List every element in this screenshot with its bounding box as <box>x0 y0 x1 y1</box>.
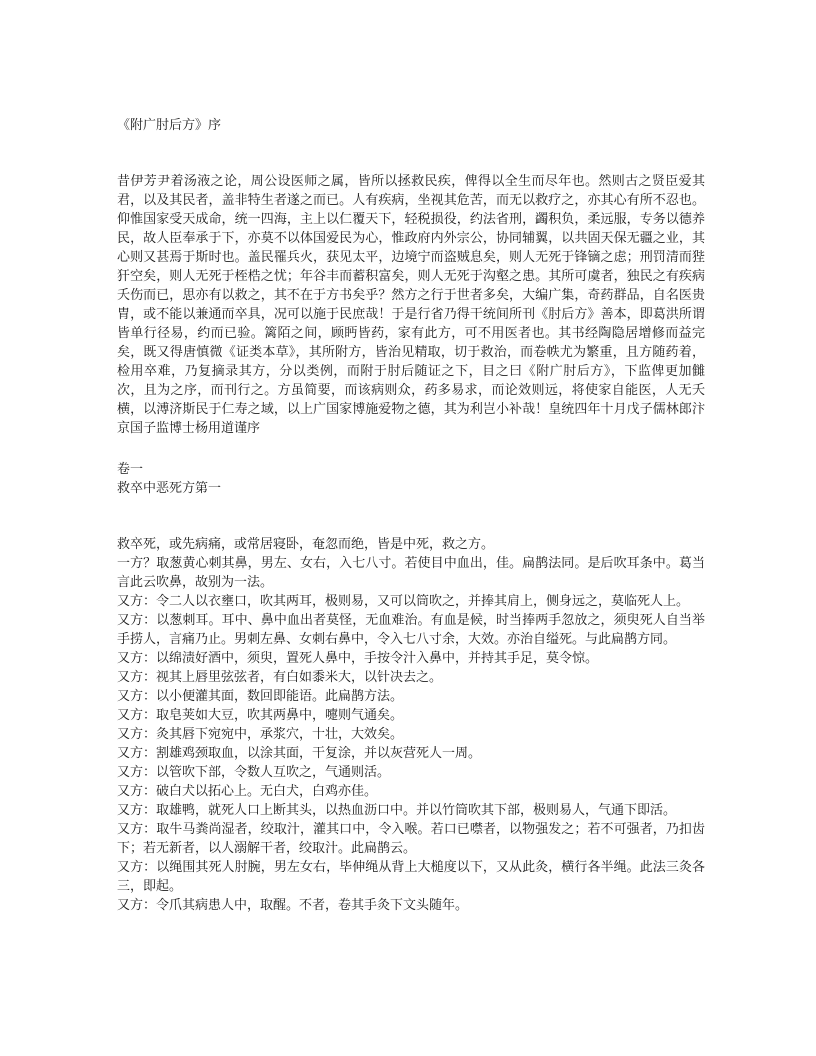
paragraph: 又方：以小便灌其面，数回即能语。此扁鹊方法。 <box>117 689 404 704</box>
paragraph: 又方：以绳围其死人肘腕，男左女右，毕伸绳从背上大槌度以下，又从此灸，横行各半绳。此法三灸各三，即起。 <box>117 860 705 894</box>
paragraph: 又方：取皂荚如大豆，吹其两鼻中，嚏则气通矣。 <box>117 708 404 723</box>
paragraph: 又方：令爪其病患人中，取醒。不者，卷其手灸下文头随年。 <box>117 898 469 913</box>
paragraph: 又方：取雄鸭，就死人口上断其头，以热血沥口中。并以竹筒吹其下部，极则易人，气通下即活。 <box>117 803 677 818</box>
paragraph: 又方：以管吹下部，令数人互吹之，气通则活。 <box>117 765 391 780</box>
chapter-body <box>117 535 705 915</box>
preface-text: 昔伊芳尹着汤液之论，周公设医师之属，皆所以拯救民疾，俾得以全生而尽年也。然则古之贤臣爱其君，以及其民者，盖非特生者遂之而已。人有疾病，坐视其危苦，而无以救疗之，亦其心有所不忍也。仰惟国家受天成命，统一四海，主上以仁覆天下，轻税损役，约法省刑，蠲积负，柔远服，专务以德养民，故人臣奉承于下，亦莫不以体国爱民为心，惟政府内外宗公，协同辅翼，以共固天保无疆之业，其心则又甚焉于斯时也。盖民罹兵火，获见太平，边境宁而盗贼息矣，则人无死于锋镝之虑；刑罚清而狴犴空矣，则人无死于桎梏之忧；年谷丰而蓄积富矣，则人无死于沟壑之患。其所可虞者，独民之有疾病夭伤而已，思亦有以救之，其不在于方书矣乎？然方之行于世者多矣，大编广集，奇药群品，自名医贵胄，或不能以兼通而卒具，况可以施于民庶哉！于是行省乃得干统间所刊《肘后方》善本，即葛洪所谓皆单行径易，约而已验。篱陌之间，顾眄皆药，家有此方，可不用医者也。其书经陶隐居增修而益完矣，既又得唐慎微《证类本草》，其所附方，皆治见精取，切于救治，而卷帙尤为繁重，且方随药着，检用卒难，乃复摘录其方，分以类例，而附于肘后随证之下，目之曰《附广肘后方》，下监俾更加雠次，且为之序，而刊行之。方虽简要，而该病则众，药多易求，而论效则远，将使家自能医，人无夭横，以溥济斯民于仁寿之域，以上广国家博施爱物之德，其为利岂小补哉！皇统四年十月戊子儒林郎汴京国子监博士杨用道谨序 <box>117 174 705 436</box>
paragraph: 又方：破白犬以拓心上。无白犬，白鸡亦佳。 <box>117 784 378 799</box>
paragraph: 救卒死，或先病痛，或常居寝卧，奄忽而绝，皆是中死，救之方。 <box>117 537 495 552</box>
paragraph: 又方：取牛马粪尚湿者，绞取汁，灌其口中，令入喉。若口已噤者，以物强发之；若不可强者，乃扣齿下；若无新者，以人溺解干者，绞取汁。此扁鹊云。 <box>117 822 705 856</box>
paragraph: 又方：以葱刺耳。耳中、鼻中血出者莫怪，无血难治。有血是候，时当捧两手忽放之，须臾死人自当举手捞人，言痛乃止。男刺左鼻、女刺右鼻中，令入七八寸余，大效。亦治自缢死。与此扁鹊方同。 <box>117 613 705 647</box>
paragraph: 又方：视其上唇里弦弦者，有白如黍米大，以针决去之。 <box>117 670 443 685</box>
preface-title: 《附广肘后方》序 <box>117 118 222 133</box>
chapter-heading: 救卒中恶死方第一 <box>117 481 222 496</box>
paragraph: 又方：以绵渍好酒中，须臾，置死人鼻中，手按令汁入鼻中，并持其手足，莫令惊。 <box>117 651 599 666</box>
paragraph: 又方：灸其唇下宛宛中，承浆穴，十壮，大效矣。 <box>117 727 404 742</box>
paragraph: 又方：割雄鸡颈取血，以涂其面，干复涂，并以灰营死人一周。 <box>117 746 482 761</box>
paragraph: 又方：令二人以衣壅口，吹其两耳，极则易，又可以筒吹之，并捧其肩上，侧身远之，莫临死人上。 <box>117 594 690 609</box>
volume-heading: 卷一 <box>117 462 144 477</box>
paragraph: 一方？取葱黄心刺其鼻，男左、女右，入七八寸。若使目中血出，佳。扁鹊法同。是后吹耳条中。葛当言此云吹鼻，故别为一法。 <box>117 556 705 590</box>
